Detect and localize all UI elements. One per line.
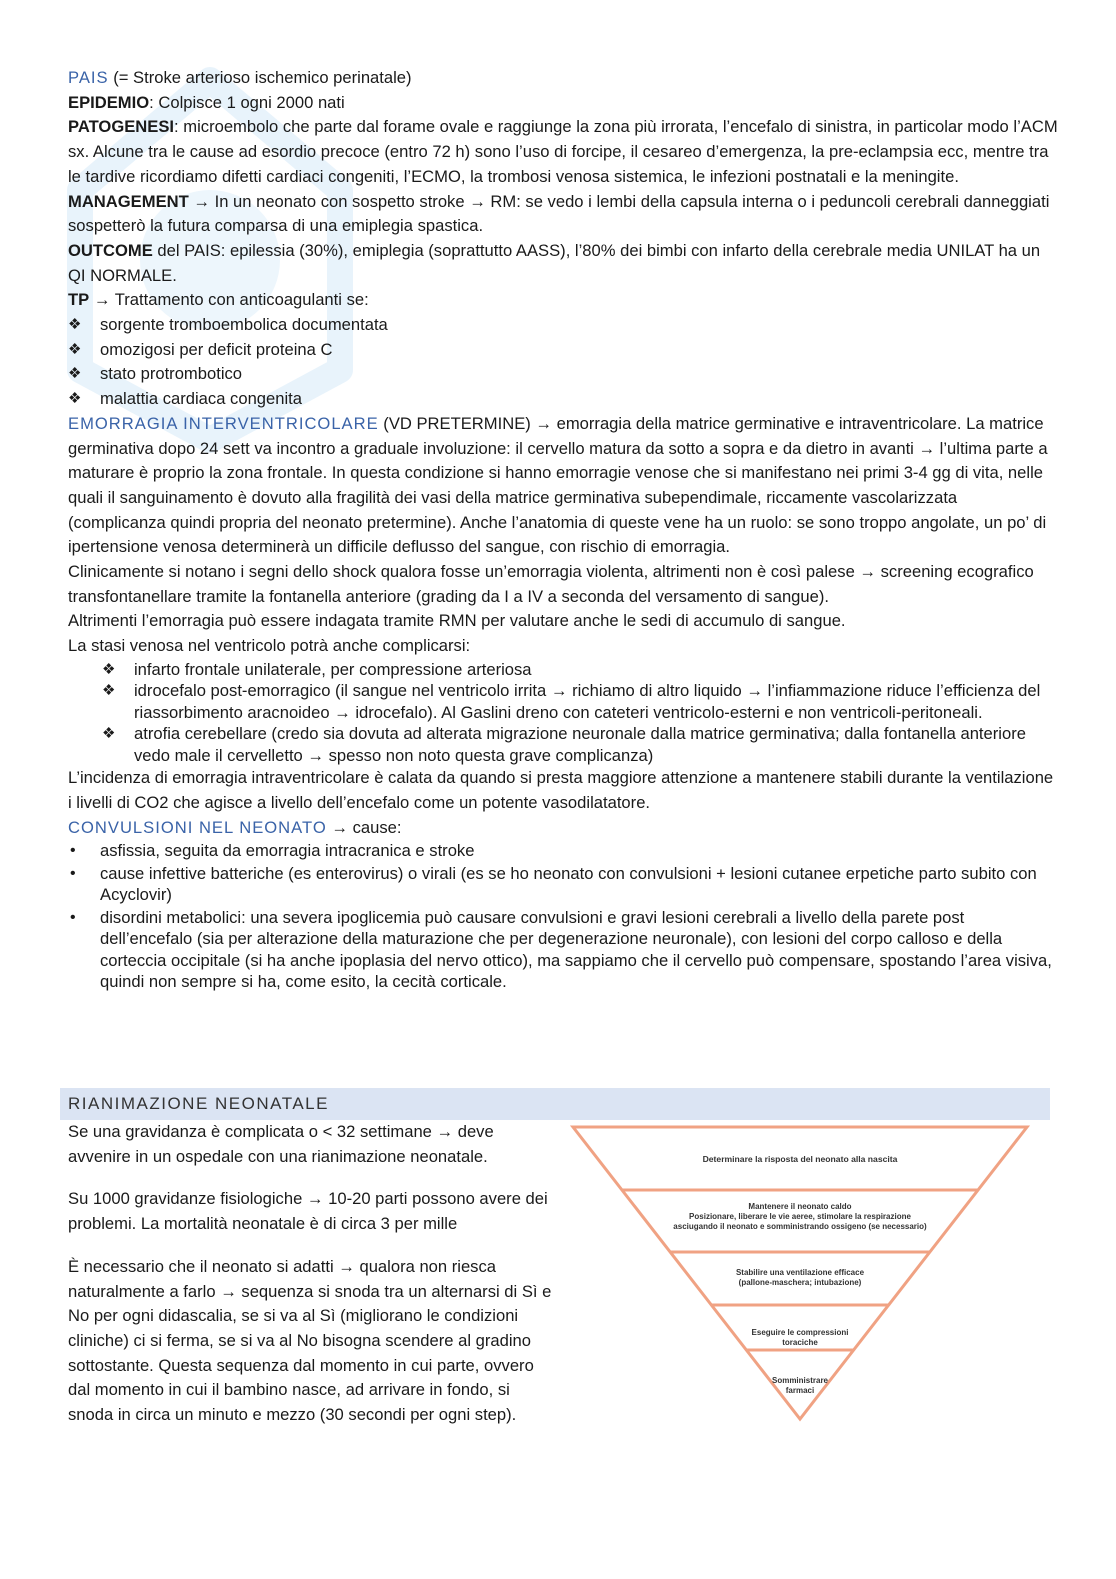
list-item: • cause infettive batteriche (es enterovirus) o virali (es se ho neonato con convulsioni + lesioni cutanee erpetiche parto subito con Acyclovir): [68, 863, 1058, 906]
emorragia-title: EMORRAGIA INTERVENTRICOLARE: [68, 413, 379, 433]
list-item: ❖ idrocefalo post-emorragico (il sangue nel ventricolo irrita → richiamo di altro liquido → l’infiammazione riduce l’efficienza del riassorbimento aracnoideo → idrocefalo). Al Gaslini dreno con cateteri ventricolo-esterni e non ventricoli-peritoneali.: [102, 680, 1058, 723]
outcome-paragraph: OUTCOME del PAIS: epilessia (30%), emiplegia (soprattutto AASS), l’80% dei bimbi con infarto della cerebrale media UNILAT ha un QI NORMALE.: [68, 240, 1041, 285]
rianimazione-paragraph: È necessario che il neonato si adatti → qualora non riesca naturalmente a farlo → sequenza si snoda tra un alternarsi di Sì e No per ogni didascalia, se si va al Sì (migliorano le condizioni cliniche) ci si ferma, se si va al No bisogna scendere al gradino sottostante. Questa sequenza dal momento in cui parte, ovvero dal momento in cui il bambino nasce, ad arrivare in fondo, si snoda in circa un minuto e mezzo (30 secondi per ogni step).: [68, 1256, 552, 1425]
pyramid-tier-2-line: Mantenere il neonato caldo: [748, 1202, 852, 1211]
list-item: ❖ stato protrombotico: [68, 362, 1058, 387]
epidemio-line: EPIDEMIO: Colpisce 1 ogni 2000 nati: [68, 92, 345, 112]
pyramid-tier-3-line: Stabilire una ventilazione efficace: [735, 1268, 865, 1277]
resuscitation-pyramid-diagram: [565, 1123, 1035, 1423]
pyramid-tier-1: Determinare la risposta del neonato alla nascita: [702, 1154, 898, 1164]
emorragia-stasi: La stasi venosa nel ventricolo potrà anche complicarsi:: [68, 636, 471, 656]
convulsioni-title: CONVULSIONI NEL NEONATO: [68, 817, 327, 837]
list-item: ❖ atrofia cerebellare (credo sia dovuta ad alterata migrazione neuronale dalla matrice germinativa; dalla fontanella anteriore vedo male il cervelletto → spesso non noto questa grave complicanza): [102, 723, 1058, 766]
pyramid-tier-4-line: toraciche: [782, 1338, 818, 1347]
notes-content: [68, 66, 1058, 994]
emorragia-incidenza: L’incidenza di emorragia intraventricolare è calata da quando si presta maggiore attenzione a mantenere stabili durante la ventilazione i livelli di CO2 che agisce a livello dell’encefalo come un potente vasodilatatore.: [68, 768, 1054, 813]
pais-title: PAIS: [68, 68, 109, 87]
convulsioni-list: [68, 840, 1058, 993]
emorragia-clinica: Clinicamente si notano i segni dello shock qualora fosse un’emorragia violenta, altrimenti non è così palese → screening ecografico transfontanellare tramite la fontanella anteriore (grading da I a IV a seconda del versamento di sangue).: [68, 562, 1034, 606]
list-item: ❖ malattia cardiaca congenita: [68, 387, 1058, 412]
pyramid-tier-4-line: Eseguire le compressioni: [751, 1328, 849, 1337]
rianimazione-paragraph: Se una gravidanza è complicata o < 32 settimane → deve avvenire in un ospedale con una rianimazione neonatale.: [68, 1122, 494, 1166]
patogenesi-paragraph: PATOGENESI: microembolo che parte dal forame ovale e raggiunge la zona più irrorata, l’encefalo di sinistra, in particolar modo l’ACM sx. Alcune tra le cause ad esordio precoce (entro 72 h) sono l’uso di forcipe, il cesareo d’emergenza, la pre-eclampsia ecc, mentre tra le tardive ricordiamo difetti cardiaci congeniti, l’ECMO, la trombosi venosa sistemica, le infezioni postnatali e la meningite.: [68, 117, 1058, 186]
pais-heading-line: PAIS (= Stroke arterioso ischemico perinatale): [68, 68, 412, 87]
management-paragraph: MANAGEMENT → In un neonato con sospetto stroke → RM: se vedo i lembi della capsula interna o i peduncoli cerebrali danneggiati sospetterò la futura comparsa di una emiplegia spastica.: [68, 191, 1050, 236]
list-item: • disordini metabolici: una severa ipoglicemia può causare convulsioni e gravi lesioni cerebrali a livello della parete post dell’encefalo (sia per alterazione della maturazione che per degenerazione neuronale), con lesioni del corpo calloso e della corteccia occipitale (si ha anche ipoplasia del nervo ottico), ma sappiamo che il cervello può compensare, spostando l’area visiva, quindi non sempre si ha, come esito, la cecità corticale.: [68, 907, 1058, 993]
list-item: ❖ sorgente tromboembolica documentata: [68, 313, 1058, 338]
pyramid-tier-3-line: (pallone-maschera; intubazione): [738, 1278, 862, 1287]
list-item: • asfissia, seguita da emorragia intracranica e stroke: [68, 840, 1058, 862]
tp-line: TP → Trattamento con anticoagulanti se:: [68, 290, 369, 310]
pyramid-tier-2-line: asciugando il neonato e somministrando ossigeno (se necessario): [673, 1222, 927, 1231]
complications-list: [68, 659, 1058, 767]
rianimazione-paragraph: Su 1000 gravidanze fisiologiche → 10-20 parti possono avere dei problemi. La mortalità neonatale è di circa 3 per mille: [68, 1189, 548, 1234]
rianimazione-heading: RIANIMAZIONE NEONATALE: [60, 1088, 1050, 1120]
pyramid-tier-5-line: Somministrare: [771, 1376, 829, 1385]
pyramid-tier-5-line: farmaci: [785, 1386, 815, 1395]
convulsioni-heading-line: CONVULSIONI NEL NEONATO → cause:: [68, 817, 402, 837]
pyramid-tier-2-line: Posizionare, liberare le vie aeree, stimolare la respirazione: [689, 1212, 911, 1221]
rianimazione-text: [68, 1120, 558, 1446]
list-item: ❖ infarto frontale unilaterale, per compressione arteriosa: [102, 659, 1058, 681]
emorragia-rmn: Altrimenti l’emorragia può essere indagata tramite RMN per valutare anche le sedi di accumulo di sangue.: [68, 611, 846, 631]
tp-list: [68, 313, 1058, 412]
emorragia-paragraph: EMORRAGIA INTERVENTRICOLARE (VD PRETERMINE) → emorragia della matrice germinative e intraventricolare. La matrice germinativa dopo 24 sett va incontro a graduale involuzione: il cervello matura da sotto a sopra e da dietro in avanti → l’ultima parte a maturare è proprio la zona frontale. In questa condizione si hanno emorragie venose che si manifestano nei primi 3-4 gg di vita, nelle quali il sanguinamento è dovuto alla fragilità dei vasi della matrice germinativa subependimale, riccamente vascolarizzata (complicanza quindi propria del neonato pretermine). Anche l’anatomia di queste vene ha un ruolo: se sono troppo angolate, un po’ di ipertensione venosa determinerà un difficile deflusso del sangue, con rischio di emorragia.: [68, 413, 1048, 557]
list-item: ❖ omozigosi per deficit proteina C: [68, 338, 1058, 363]
